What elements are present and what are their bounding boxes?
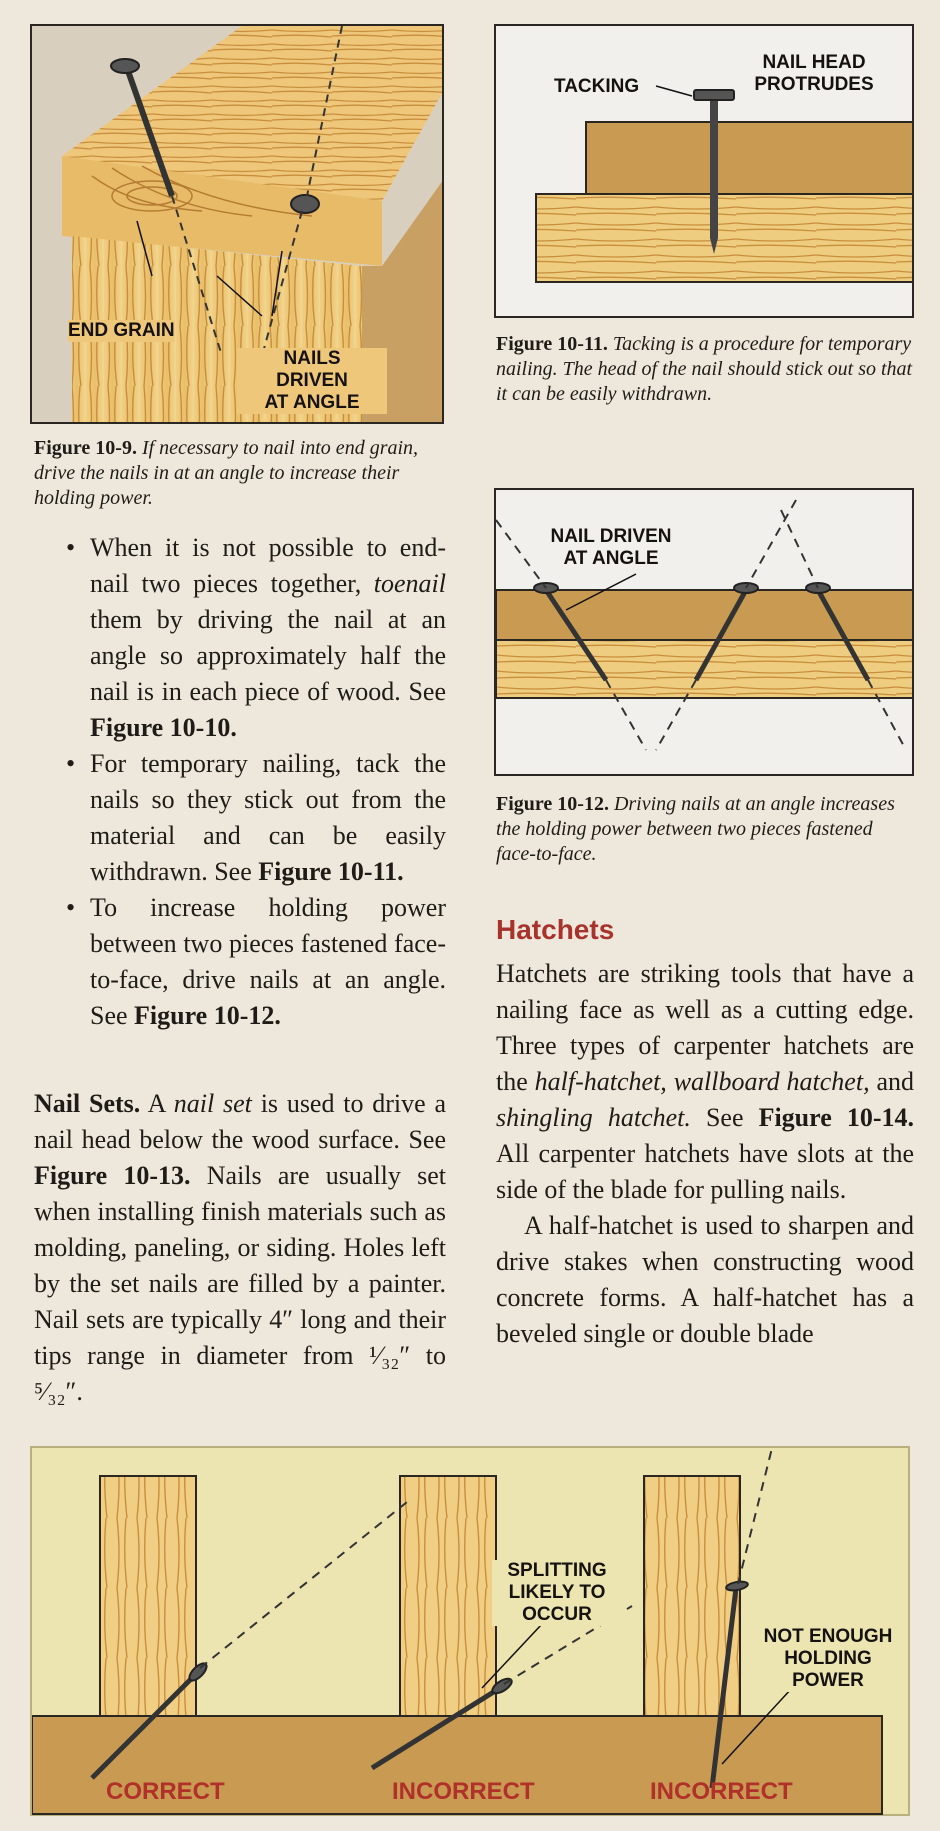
callout-nails-driven-at-angle: [237, 348, 387, 414]
figure-10-11: [494, 24, 914, 318]
paragraph-text: A: [140, 1089, 174, 1118]
caption-figure-10-11: [496, 332, 914, 407]
callout-nails-line-2: DRIVEN: [276, 370, 348, 391]
bullet-toenail: [64, 530, 446, 746]
callout-split-line-3: OCCUR: [522, 1604, 592, 1625]
caption-text: Tacking is a procedure for temporary nailing. The head of the nail should stick out so that it can be easily withdrawn.: [496, 333, 913, 405]
hatchets-paragraph-1: [496, 956, 914, 1208]
tips-bullet-list: [64, 530, 446, 1034]
label-correct: CORRECT: [106, 1778, 225, 1805]
caption-figure-10-9: [34, 436, 444, 511]
callout-end-grain: END GRAIN: [68, 320, 175, 341]
paragraph-text: See: [690, 1103, 759, 1132]
bullet-angle-nailing: [64, 890, 446, 1034]
caption-number: Figure 10-12.: [496, 793, 609, 815]
run-in-heading: Nail Sets.: [34, 1089, 141, 1118]
figure-ref: Figure 10-14.: [758, 1103, 914, 1132]
nail-sets-paragraph: [34, 1086, 446, 1410]
figure-ref: Figure 10-11.: [258, 857, 404, 886]
bullet-text: them by driving the nail at an angle so approximately half the nail is in each piece of wood. See: [90, 605, 446, 706]
hatchets-body: [496, 956, 914, 1352]
callout-nail-head-protrudes: [734, 52, 894, 96]
callout-tacking: TACKING: [554, 76, 640, 97]
caption-text: If necessary to nail into end grain, drive the nails in at an angle to increase their holding power.: [34, 437, 419, 509]
term-toenail: toenail: [373, 569, 446, 598]
figure-ref: Figure 10-13.: [34, 1161, 191, 1190]
caption-text: Driving nails at an angle increases the holding power between two pieces fastened face-to-face.: [496, 793, 895, 865]
label-incorrect-2: INCORRECT: [650, 1778, 793, 1805]
bullet-text: For temporary nailing, tack the nails so they stick out from the material and can be easily withdrawn. See: [90, 749, 446, 886]
paragraph-text: All carpenter hatchets have slots at the side of the blade for pulling nails.: [496, 1139, 914, 1204]
callout-nail-driven-at-angle: [526, 526, 696, 570]
term-hatchet-types: half-hatchet, wallboard hatchet,: [534, 1067, 870, 1096]
figure-10-10-toenailing: [30, 1446, 910, 1816]
figure-ref: Figure 10-12.: [134, 1001, 281, 1030]
figure-10-12: [494, 488, 914, 776]
caption-number: Figure 10-9.: [34, 437, 137, 459]
callout-split-line-2: LIKELY TO: [508, 1582, 606, 1603]
callout-line-1: NAIL DRIVEN: [550, 526, 672, 547]
section-heading-hatchets: Hatchets: [496, 914, 615, 945]
figure-10-9: [30, 24, 444, 424]
callout-splitting-likely: [492, 1560, 622, 1626]
bullet-text: To increase holding power between two pieces fastened face-to-face, drive nails at an angle. See: [90, 893, 446, 1030]
term-shingling-hatchet: shingling hatchet.: [496, 1103, 691, 1132]
term-nail-set: nail set: [173, 1089, 252, 1118]
callout-split-line-1: SPLITTING: [507, 1560, 607, 1581]
paragraph-text: Nails are usually set when installing finish materials such as molding, paneling, or siding. Holes left by the set nails are filled by a painter. Nail sets are typically 4″ long and their tips range in diameter from ¹⁄₃₂″ to ⁵⁄₃₂″.: [34, 1161, 446, 1406]
bullet-text: When it is not possible to end-nail two pieces together,: [90, 533, 446, 598]
callout-not-enough-holding: [748, 1626, 908, 1692]
bullet-tacking: [64, 746, 446, 890]
callout-line-2: AT ANGLE: [563, 548, 659, 569]
callout-nail-head-line-2: PROTRUDES: [754, 74, 874, 95]
callout-nails-line-3: AT ANGLE: [264, 392, 360, 413]
figure-ref: Figure 10-10.: [90, 713, 237, 742]
paragraph-text: and: [869, 1067, 915, 1096]
caption-figure-10-12: [496, 792, 914, 867]
callout-hold-line-2: HOLDING: [784, 1648, 872, 1669]
caption-number: Figure 10-11.: [496, 333, 608, 355]
hatchets-paragraph-2: A half-hatchet is used to sharpen and drive stakes when constructing wood concrete forms. A half-hatchet has a beveled single or double blade: [496, 1211, 914, 1348]
callout-nail-head-line-1: NAIL HEAD: [762, 52, 866, 73]
callout-hold-line-1: NOT ENOUGH: [763, 1626, 893, 1647]
paragraph-text: Hatchets are striking tools that have a nailing face as well as a cutting edge. Three types of carpenter hatchets are the: [496, 959, 914, 1096]
callout-hold-line-3: POWER: [792, 1670, 864, 1691]
callout-nails-line-1: NAILS: [283, 348, 341, 369]
label-incorrect-1: INCORRECT: [392, 1778, 535, 1805]
paragraph-text: is used to drive a nail head below the wood surface. See: [34, 1089, 447, 1154]
